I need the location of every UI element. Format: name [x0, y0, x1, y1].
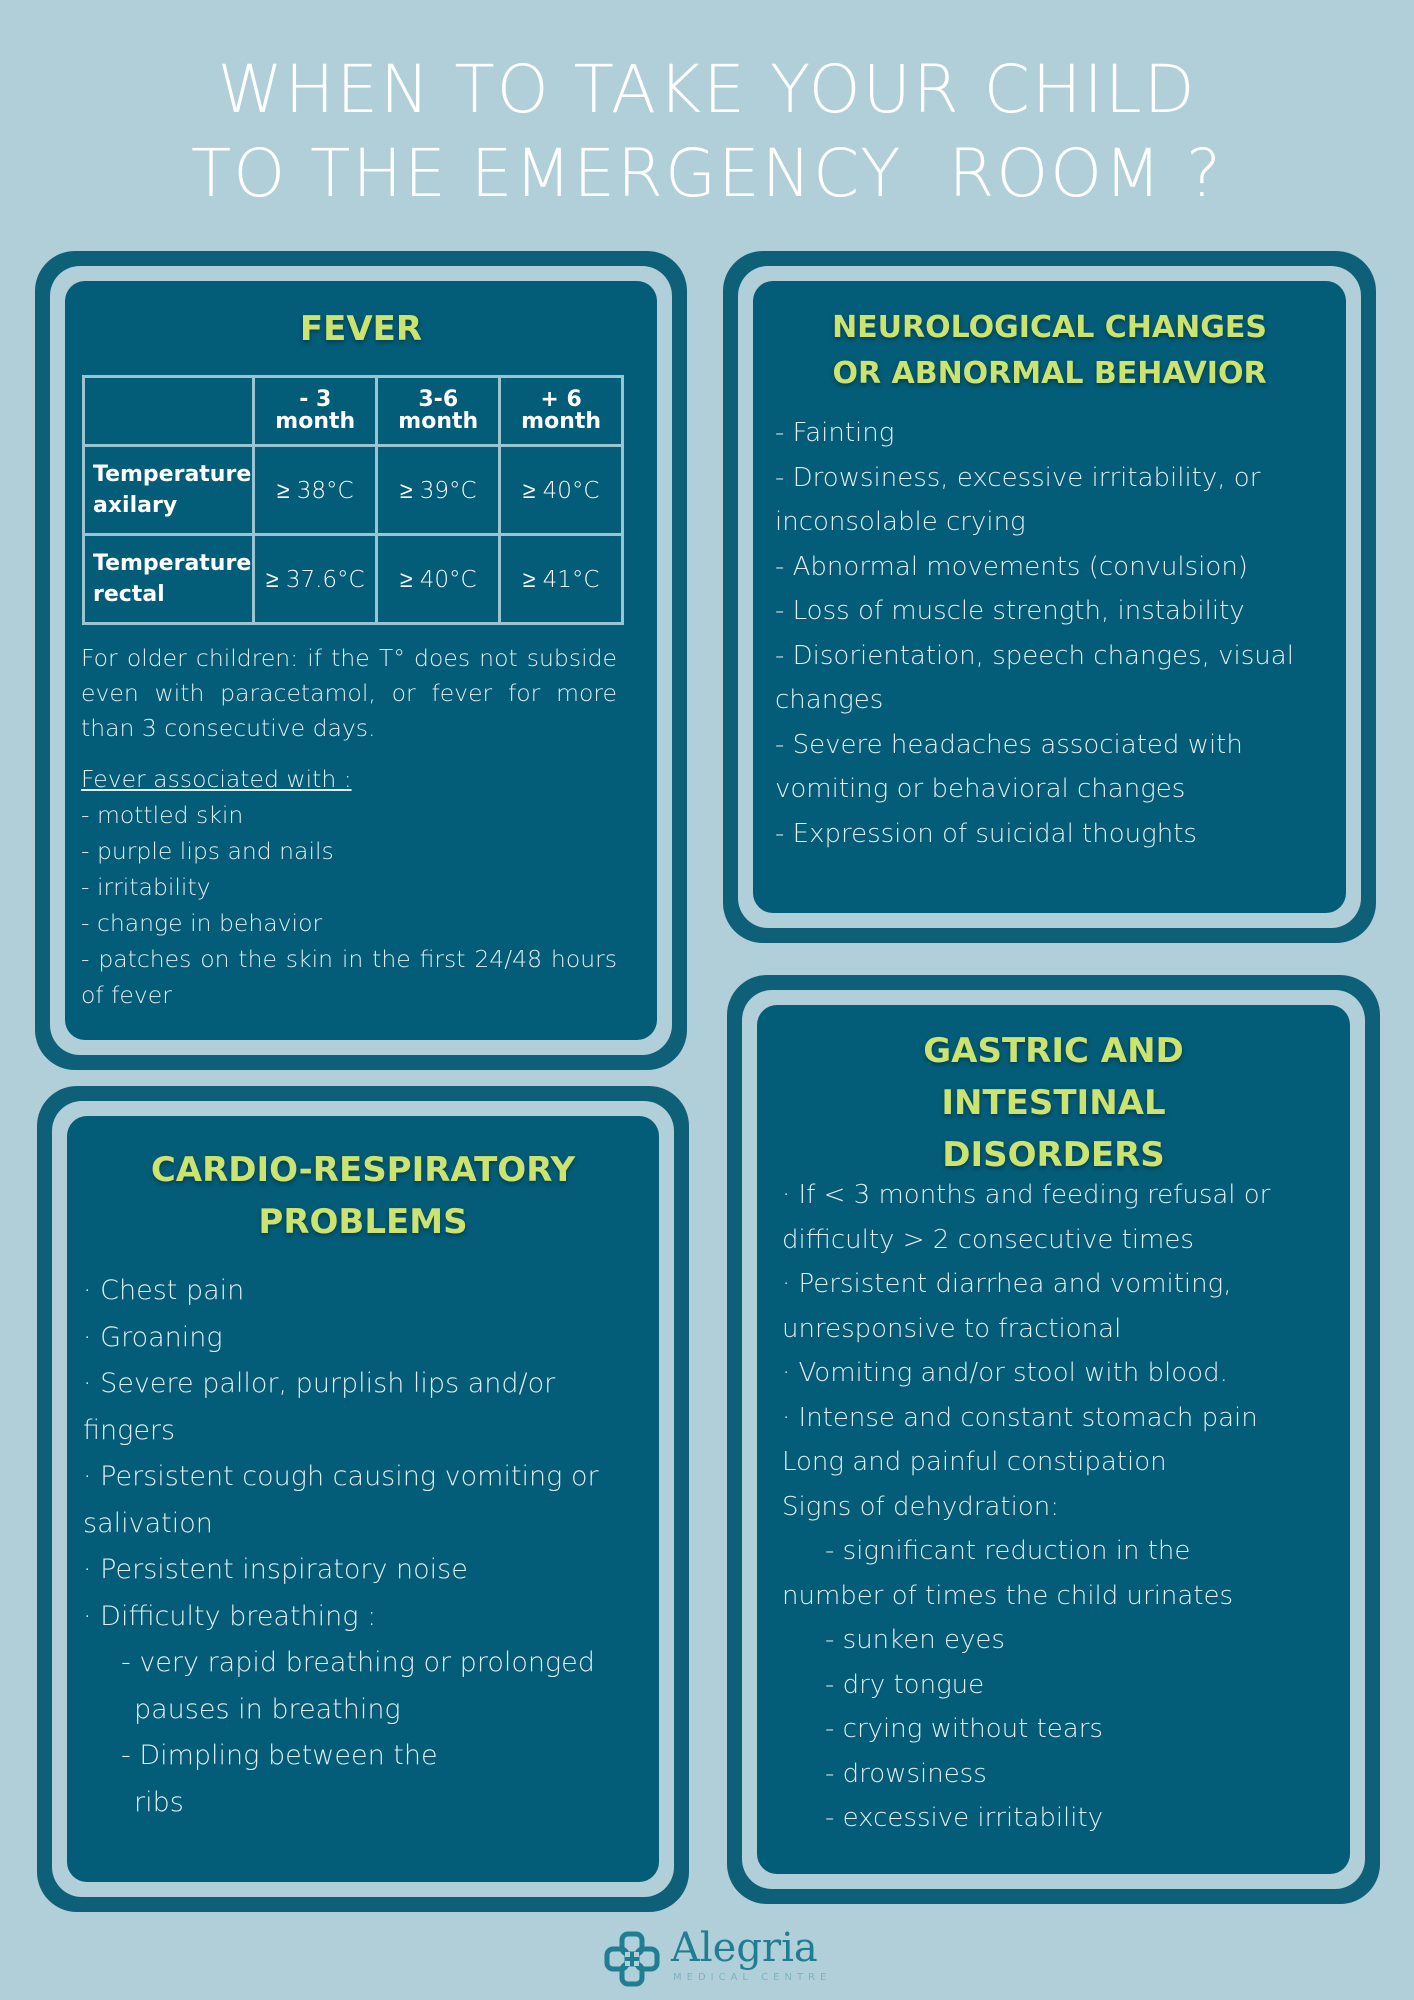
cross-knot-icon: [603, 1930, 661, 1988]
table-cell: ≥ 37.6°C: [254, 535, 377, 624]
list-item: - Disorientation, speech changes, visual changes: [775, 640, 1294, 715]
column-header: 3-6 month: [377, 377, 500, 446]
logo-subtitle: MEDICAL CENTRE: [673, 1972, 832, 1983]
table-cell: ≥ 38°C: [254, 446, 377, 535]
list-item: - Expression of suicidal thoughts: [775, 818, 1197, 849]
table-cell: ≥ 40°C: [377, 535, 500, 624]
row-header: Temperature rectal: [84, 535, 254, 624]
gastric-list: [782, 1173, 1322, 1841]
cardio-title: [83, 1144, 643, 1248]
cardio-title-line-2: PROBLEMS: [258, 1202, 468, 1242]
gastric-title-line-1: GASTRIC AND: [923, 1031, 1184, 1071]
list-item: Signs of dehydration:: [782, 1491, 1059, 1522]
fever-title: FEVER: [299, 309, 423, 349]
neurological-title: [769, 305, 1330, 397]
gastric-title-line-2: INTESTINAL: [941, 1083, 1166, 1123]
logo-name: Alegria: [671, 1925, 818, 1971]
list-item: - purple lips and nails: [81, 837, 334, 865]
table-cell: ≥ 41°C: [500, 535, 623, 624]
list-sub-item: - sunken eyes: [825, 1625, 1005, 1655]
fever-associated-title: Fever associated with :: [81, 765, 352, 793]
list-sub-item: - significant reduction in the: [825, 1536, 1191, 1566]
cardio-title-line-1: CARDIO-RESPIRATORY: [150, 1150, 576, 1190]
gastric-intestinal-card: [727, 975, 1380, 1904]
list-item: - Abnormal movements (convulsion): [775, 551, 1248, 582]
neurological-card: [723, 251, 1376, 943]
cardio-respiratory-card: [37, 1086, 689, 1912]
column-header: - 3 month: [254, 377, 377, 446]
list-item: · If < 3 months and feeding refusal or difficulty > 2 consecutive times: [782, 1180, 1271, 1255]
neurological-list: [775, 411, 1335, 856]
list-sub-item: - excessive irritability: [825, 1803, 1104, 1833]
fever-card: [35, 251, 687, 1070]
list-item: - Loss of muscle strength, instability: [775, 596, 1245, 626]
list-sub-item: - Dimpling between the: [121, 1740, 438, 1771]
alegria-logo: [603, 1925, 833, 1988]
table-row: [84, 446, 623, 535]
page-title-line-2: TO THE EMERGENCY ROOM ?: [190, 135, 1224, 212]
column-header: + 6 month: [500, 377, 623, 446]
gastric-title: [773, 1025, 1334, 1181]
list-item: · Severe pallor, purplish lips and/or fingers: [83, 1368, 556, 1446]
list-item: Long and painful constipation: [782, 1447, 1167, 1477]
page-title-line-1: WHEN TO TAKE YOUR CHILD: [217, 51, 1197, 128]
list-item: · Difficulty breathing :: [83, 1600, 377, 1632]
fever-note: For older children: if the T° does not subside even with paracetamol, or fever for more than 3 consecutive days.: [81, 644, 617, 742]
table-cell: ≥ 39°C: [377, 446, 500, 535]
list-sub-item-continuation: number of times the child urinates: [782, 1580, 1234, 1611]
list-item: - Fainting: [775, 418, 895, 448]
fever-associated-list: [81, 797, 617, 1013]
table-cell: ≥ 40°C: [500, 446, 623, 535]
row-header: Temperature axilary: [84, 446, 254, 535]
list-item: · Persistent inspiratory noise: [83, 1554, 468, 1585]
list-item: · Vomiting and/or stool with blood.: [782, 1358, 1228, 1388]
list-sub-item: - dry tongue: [825, 1669, 985, 1700]
list-item: · Groaning: [83, 1321, 223, 1353]
list-sub-item: - very rapid breathing or prolonged: [121, 1647, 595, 1678]
list-item: - Drowsiness, excessive irritability, or inconsolable crying: [775, 462, 1261, 537]
list-item: · Intense and constant stomach pain: [782, 1402, 1258, 1433]
list-item: - patches on the skin in the first 24/48 hours of fever: [81, 945, 617, 1009]
list-sub-item: - drowsiness: [825, 1758, 987, 1789]
gastric-title-line-3: DISORDERS: [942, 1135, 1165, 1175]
list-item: - change in behavior: [81, 909, 323, 937]
table-row: [84, 535, 623, 624]
list-item: · Persistent diarrhea and vomiting, unresponsive to fractional: [782, 1269, 1232, 1344]
list-sub-item-continuation: pauses in breathing: [134, 1693, 401, 1725]
neurological-title-line-2: OR ABNORMAL BEHAVIOR: [832, 356, 1267, 391]
list-item: - mottled skin: [81, 801, 244, 829]
table-corner-cell: [84, 377, 254, 446]
list-item: · Chest pain: [83, 1275, 245, 1306]
neurological-title-line-1: NEUROLOGICAL CHANGES: [832, 310, 1267, 345]
cardio-list: [83, 1268, 623, 1826]
list-sub-item-continuation: ribs: [134, 1786, 184, 1818]
list-sub-item: - crying without tears: [825, 1714, 1103, 1744]
list-item: - Severe headaches associated with vomiting or behavioral changes: [775, 729, 1243, 804]
list-item: · Persistent cough causing vomiting or salivation: [83, 1461, 599, 1539]
page-title: [0, 48, 1414, 216]
list-item: - irritability: [81, 873, 211, 901]
fever-temperature-table: [82, 375, 624, 625]
table-header-row: [84, 377, 623, 446]
